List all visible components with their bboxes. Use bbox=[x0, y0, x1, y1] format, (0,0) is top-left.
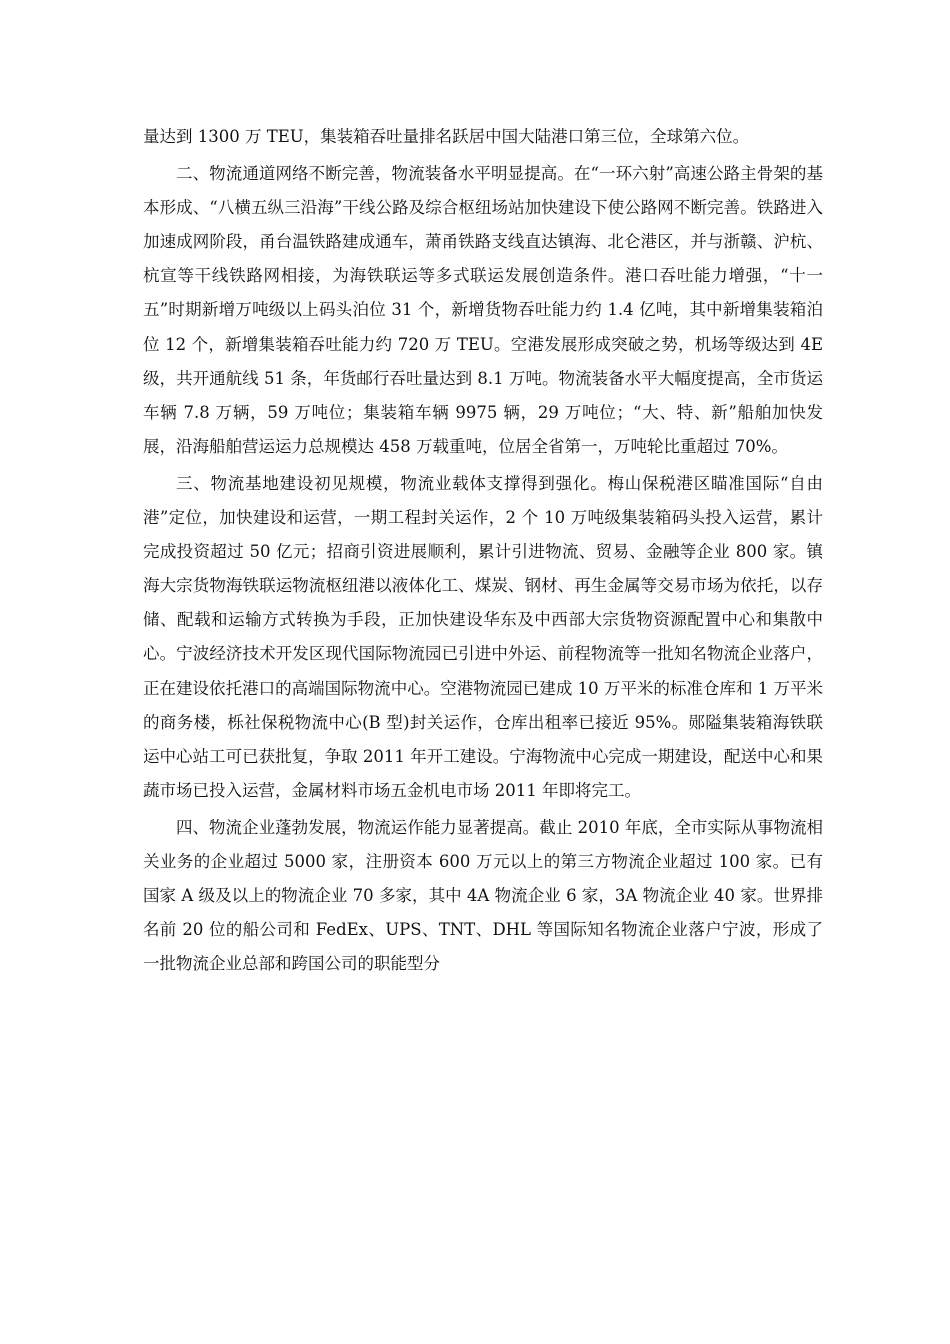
paragraph-4-logistics-enterprises: 四、物流企业蓬勃发展，物流运作能力显著提高。截止 2010 年底，全市实际从事物流相关业务的企业超过 5000 家，注册资本 600 万元以上的第三方物流企业超过 100 家。已有国家 A 级及以上的物流企业 70 多家，其中 4A 物流企业 6 家，3A 物流企业 40 家。世界排名前 20 位的船公司和 FedEx、UPS、TNT、DHL 等国际知名物流企业落户宁波，形成了一批物流企业总部和跨国公司的职能型分 bbox=[143, 817, 823, 974]
paragraph-2-logistics-channels: 二、物流通道网络不断完善，物流装备水平明显提高。在“一环六射”高速公路主骨架的基本形成、“八横五纵三沿海”干线公路及综合枢纽场站加快建设下使公路网不断完善。铁路进入加速成网阶段，甬台温铁路建成通车，萧甬铁路支线直达镇海、北仑港区，并与浙赣、沪杭、杭宣等干线铁路网相接，为海铁联运等多式联运发展创造条件。港口吞吐能力增强，“十一五”时期新增万吨级以上码头泊位 31 个，新增货物吞吐能力约 1.4 亿吨，其中新增集装箱泊位 12 个，新增集装箱吞吐能力约 720 万 TEU。空港发展形成突破之势，机场等级达到 4E 级，共开通航线 51 条，年货邮行吞吐量达到 8.1 万吨。物流装备水平大幅度提高，全市货运车辆 7.8 万辆，59 万吨位；集装箱车辆 9975 辆，29 万吨位；“大、特、新”船舶加快发展，沿海船舶营运运力总规模达 458 万载重吨，位居全省第一，万吨轮比重超过 70%。 bbox=[143, 164, 823, 456]
document-body bbox=[143, 120, 823, 984]
paragraph-3-logistics-bases: 三、物流基地建设初见规模，物流业载体支撑得到强化。梅山保税港区瞄准国际“自由港”定位，加快建设和运营，一期工程封关运作，2 个 10 万吨级集装箱码头投入运营，累计完成投资超过 50 亿元；招商引资进展顺利，累计引进物流、贸易、金融等企业 800 家。镇海大宗货物海铁联运物流枢纽港以液体化工、煤炭、钢材、再生金属等交易市场为依托，以存储、配载和运输方式转换为手段，正加快建设华东及中西部大宗货物资源配置中心和集散中心。宁波经济技术开发区现代国际物流园已引进中外运、前程物流等一批知名物流企业落户，正在建设依托港口的高端国际物流中心。空港物流园已建成 10 万平米的标准仓库和 1 万平米的商务楼，栎社保税物流中心(B 型)封关运作，仓库出租率已接近 95%。郧隘集装箱海铁联运中心站工可已获批复，争取 2011 年开工建设。宁海物流中心完成一期建设，配送中心和果蔬市场已投入运营，金属材料市场五金机电市场 2011 年即将完工。 bbox=[143, 473, 823, 800]
paragraph-1-continuation: 量达到 1300 万 TEU，集装箱吞吐量排名跃居中国大陆港口第三位，全球第六位。 bbox=[143, 127, 750, 146]
